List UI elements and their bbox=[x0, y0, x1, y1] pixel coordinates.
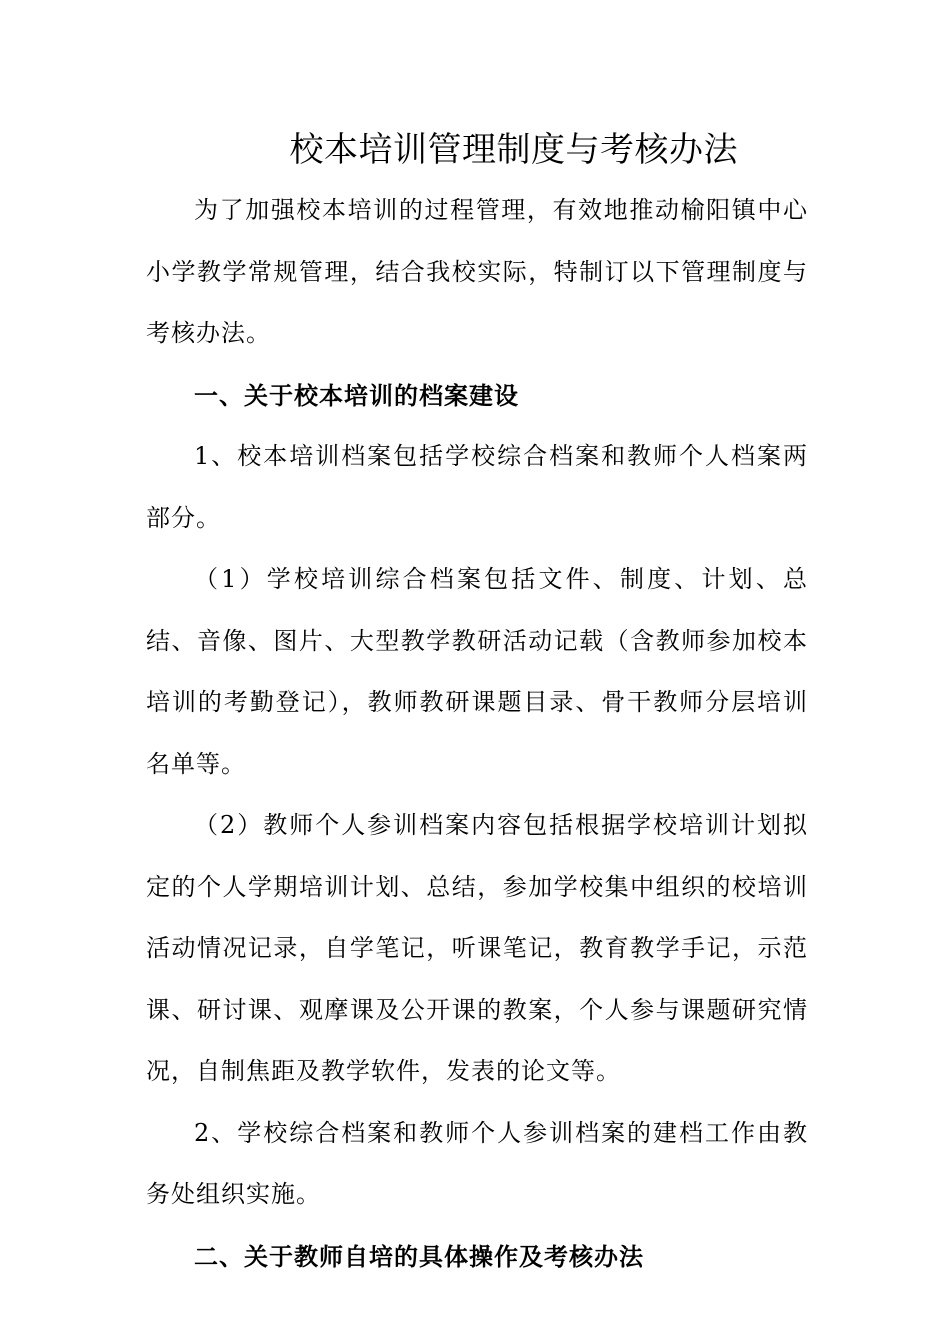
document-body bbox=[146, 180, 808, 1287]
intro-paragraph: 为了加强校本培训的过程管理，有效地推动榆阳镇中心小学教学常规管理，结合我校实际，特制订以下管理制度与考核办法。 bbox=[146, 196, 808, 347]
section-heading-archives: 一、关于校本培训的档案建设 bbox=[194, 380, 519, 410]
document-title: 校本培训管理制度与考核办法 bbox=[289, 130, 738, 170]
section-heading-self-training: 二、关于教师自培的具体操作及考核办法 bbox=[194, 1241, 644, 1271]
paragraph-archive-types: 1、校本培训档案包括学校综合档案和教师个人档案两部分。 bbox=[146, 442, 808, 532]
paragraph-school-archive: （1）学校培训综合档案包括文件、制度、计划、总结、音像、图片、大型教学教研活动记载（含教师参加校本培训的考勤登记），教师教研课题目录、骨干教师分层培训名单等。 bbox=[146, 565, 808, 778]
paragraph-teacher-archive: （2）教师个人参训档案内容包括根据学校培训计划拟定的个人学期培训计划、总结，参加学校集中组织的校培训活动情况记录，自学笔记，听课笔记，教育教学手记，示范课、研讨课、观摩课及公开课的教案，个人参与课题研究情况，自制焦距及教学软件，发表的论文等。 bbox=[146, 811, 808, 1085]
paragraph-archive-implementation: 2、学校综合档案和教师个人参训档案的建档工作由教务处组织实施。 bbox=[146, 1118, 808, 1208]
